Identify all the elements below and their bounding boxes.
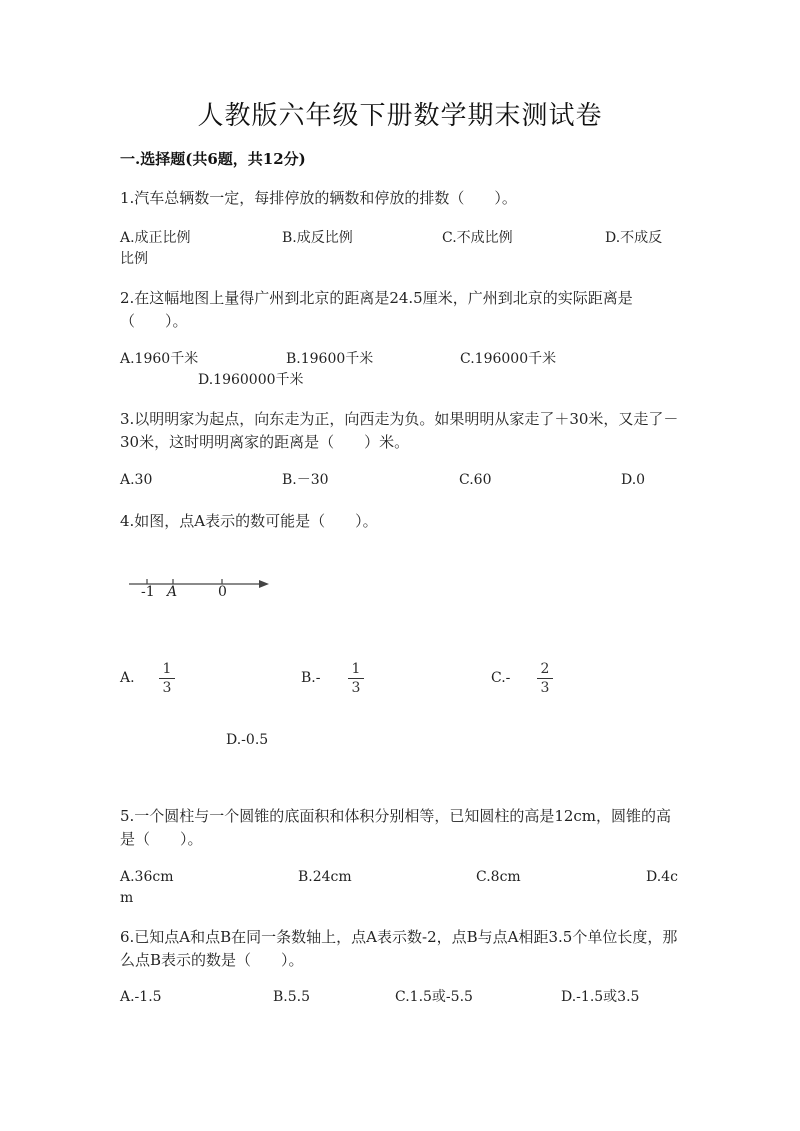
question-2-option-b[interactable]: B.19600千米 bbox=[286, 351, 374, 367]
question-1-option-c[interactable]: C.不成比例 bbox=[442, 230, 513, 246]
question-1-option-b[interactable]: B.成反比例 bbox=[282, 230, 353, 246]
question-2-option-a[interactable]: A.1960千米 bbox=[120, 351, 199, 367]
question-4-option-a[interactable]: A. bbox=[120, 670, 135, 686]
option-c-fraction bbox=[537, 662, 553, 695]
option-a-numerator: 1 bbox=[162, 661, 172, 677]
question-3-option-d[interactable]: D.0 bbox=[621, 472, 646, 488]
section-heading: 一.选择题(共6题，共12分) bbox=[120, 150, 306, 168]
question-5-text: 5.一个圆柱与一个圆锥的底面积和体积分别相等，已知圆柱的高是12cm，圆锥的高是（ ）。 bbox=[120, 807, 672, 848]
question-2-option-c[interactable]: C.196000千米 bbox=[460, 351, 557, 367]
question-1-option-d-wrap: 比例 bbox=[120, 251, 148, 267]
option-c-numerator: 2 bbox=[540, 661, 550, 677]
question-6-option-c[interactable]: C.1.5或-5.5 bbox=[395, 989, 473, 1005]
fraction-bar bbox=[537, 678, 553, 679]
number-line-arrow bbox=[259, 580, 269, 588]
option-b-denominator: 3 bbox=[351, 680, 361, 696]
question-6-text: 6.已知点A和点B在同一条数轴上，点A表示数-2，点B与点A相距3.5个单位长度，那么点B表示的数是（ ）。 bbox=[120, 928, 678, 969]
question-5-option-c[interactable]: C.8cm bbox=[476, 869, 521, 885]
question-2-option-d[interactable]: D.1960000千米 bbox=[198, 372, 304, 388]
question-6-option-a[interactable]: A.-1.5 bbox=[120, 989, 162, 1005]
axis-label-neg1: -1 bbox=[141, 584, 155, 600]
option-b-numerator: 1 bbox=[351, 661, 361, 677]
option-c-denominator: 3 bbox=[540, 680, 550, 696]
axis-label-a: A bbox=[167, 584, 178, 600]
fraction-bar bbox=[348, 678, 364, 679]
question-3-option-b[interactable]: B.－30 bbox=[282, 472, 329, 488]
page-title: 人教版六年级下册数学期末测试卷 bbox=[197, 101, 603, 131]
question-1-option-d[interactable]: D.不成反 bbox=[605, 230, 663, 246]
question-4-option-b[interactable]: B.- bbox=[301, 670, 321, 686]
question-2-text: 2.在这幅地图上量得广州到北京的距离是24.5厘米，广州到北京的实际距离是（ ）。 bbox=[120, 289, 633, 330]
question-3-option-a[interactable]: A.30 bbox=[120, 472, 153, 488]
question-4-option-c[interactable]: C.- bbox=[491, 670, 511, 686]
fraction-bar bbox=[159, 678, 175, 679]
question-5-option-d[interactable]: D.4c bbox=[646, 869, 678, 885]
question-6-option-d[interactable]: D.-1.5或3.5 bbox=[561, 989, 640, 1005]
question-4-option-d[interactable]: D.-0.5 bbox=[226, 732, 269, 748]
option-b-fraction bbox=[348, 662, 364, 695]
question-1-option-a[interactable]: A.成正比例 bbox=[120, 230, 191, 246]
question-5-option-a[interactable]: A.36cm bbox=[120, 869, 174, 885]
option-a-denominator: 3 bbox=[162, 680, 172, 696]
question-3-option-c[interactable]: C.60 bbox=[459, 472, 492, 488]
question-5-option-d-wrap: m bbox=[120, 890, 134, 906]
question-1-text: 1.汽车总辆数一定，每排停放的辆数和停放的排数（ ）。 bbox=[120, 189, 517, 207]
question-3-text: 3.以明明家为起点，向东走为正，向西走为负。如果明明从家走了＋30米，又走了－30米，这时明明离家的距离是（ ）米。 bbox=[120, 410, 679, 451]
axis-label-zero: 0 bbox=[218, 584, 227, 600]
question-5-option-b[interactable]: B.24cm bbox=[298, 869, 352, 885]
question-4-text: 4.如图，点A表示的数可能是（ ）。 bbox=[120, 512, 378, 530]
option-a-fraction bbox=[159, 662, 175, 695]
question-6-option-b[interactable]: B.5.5 bbox=[273, 989, 311, 1005]
